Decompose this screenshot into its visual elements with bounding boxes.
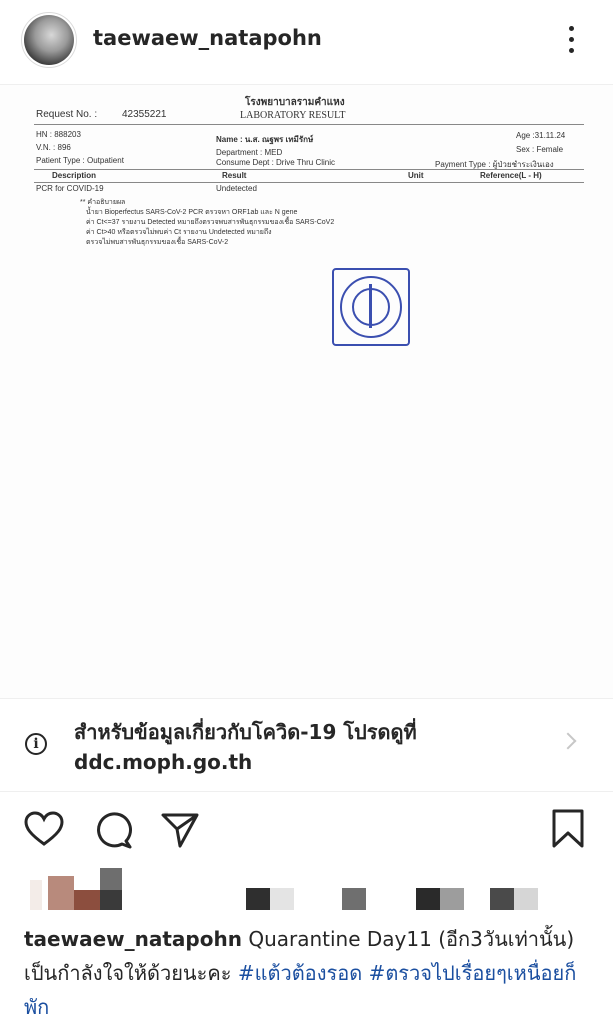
note-line: น้ำยา Bioperfectus SARS-CoV-2 PCR ตรวจหา ORF1ab และ N gene: [86, 209, 298, 216]
action-bar: [0, 808, 613, 858]
column-header: Unit: [408, 171, 424, 180]
payment-type-field: Payment Type : ผู้ป่วยชำระเงินเอง: [435, 160, 554, 169]
test-name: PCR for COVID-19: [36, 184, 104, 193]
hn-field: HN : 888203: [36, 130, 81, 139]
request-number: 42355221: [122, 109, 167, 120]
hospital-name: โรงพยาบาลรามคำแหง: [245, 97, 345, 108]
vn-field: V.N. : 896: [36, 143, 71, 152]
likes-row-redacted: [24, 866, 584, 914]
username[interactable]: taewaew_natapohn: [93, 26, 322, 50]
hospital-seal: [332, 268, 410, 346]
divider: [34, 169, 584, 170]
document-title: LABORATORY RESULT: [240, 110, 346, 121]
patient-type-field: Patient Type : Outpatient: [36, 156, 124, 165]
covid-info-text: สำหรับข้อมูลเกี่ยวกับโควิด-19 โปรดดูที่ ddc.moph.go.th: [74, 720, 417, 774]
department-field: Department : MED: [216, 148, 283, 157]
divider: [34, 182, 584, 183]
note-line: ค่า Ct<=37 รายงาน Detected หมายถึงตรวจพบสารพันธุกรรมของเชื้อ SARS-CoV2: [86, 219, 335, 226]
post-caption: [24, 922, 589, 1024]
consume-dept-field: Consume Dept : Drive Thru Clinic: [216, 158, 336, 167]
share-icon[interactable]: [158, 808, 202, 852]
patient-name-field: Name : น.ส. ณฐพร เทมีรักษ์: [216, 135, 314, 144]
note-line: ตรวจไม่พบสารพันธุกรรมของเชื้อ SARS-CoV-2: [86, 239, 229, 246]
sex-field: Sex : Female: [516, 145, 564, 154]
avatar[interactable]: [24, 15, 74, 65]
bookmark-icon[interactable]: [546, 808, 590, 852]
divider: [34, 124, 584, 125]
heart-icon[interactable]: [22, 808, 66, 852]
test-result: Undetected: [216, 184, 257, 193]
hashtag-link[interactable]: #แต้วต้องรอด: [237, 961, 363, 985]
info-icon: i: [25, 733, 47, 755]
age-field: Age :31.11.24: [516, 131, 566, 140]
post-header: [0, 0, 613, 84]
post-image[interactable]: [0, 84, 613, 699]
note-line: ** คำอธิบายผล: [80, 199, 126, 206]
request-label: Request No. :: [36, 109, 98, 120]
comment-icon[interactable]: [92, 808, 136, 852]
note-line: ค่า Ct>40 หรือตรวจไม่พบค่า Ct รายงาน Undetected หมายถึง: [86, 229, 272, 236]
covid-info-banner[interactable]: [0, 698, 613, 792]
column-header: Result: [222, 171, 247, 180]
hashtag-link[interactable]: #ตรวจไปเรื่อยๆเหนื่อยก็พัก: [24, 961, 577, 1019]
more-icon[interactable]: [556, 22, 586, 58]
chevron-right-icon: [560, 733, 577, 750]
caption-text: Quarantine Day11 (อีก3วันเท่านั้น) เป็นกำลังใจให้ด้วยนะคะ: [24, 927, 575, 985]
column-header: Reference(L - H): [480, 171, 542, 180]
column-header: Description: [52, 171, 97, 180]
caption-username[interactable]: taewaew_natapohn: [24, 927, 242, 951]
